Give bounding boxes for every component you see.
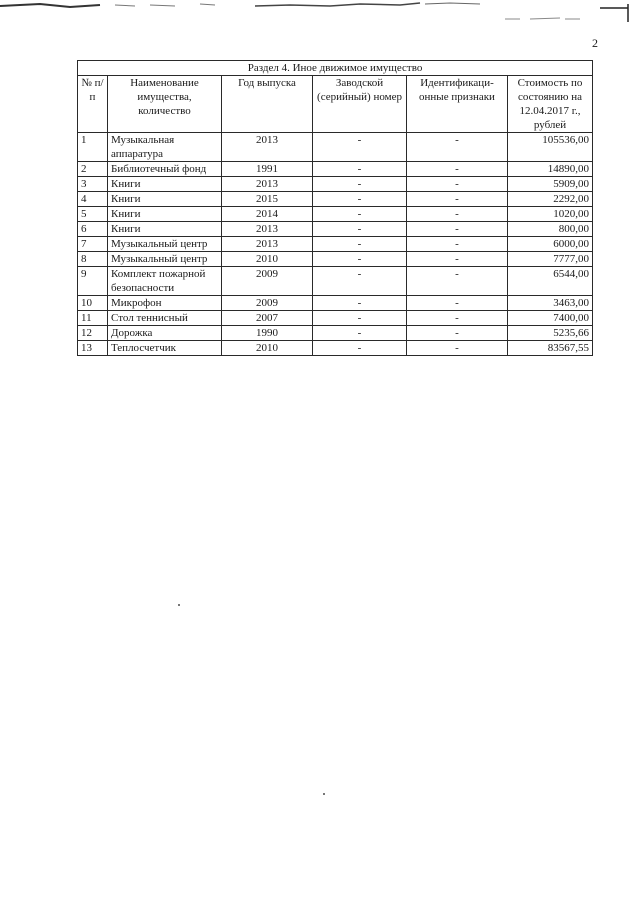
row-year: 2009 [222, 267, 313, 296]
row-name: Книги [108, 207, 222, 222]
row-cost: 800,00 [508, 222, 593, 237]
row-cost: 6544,00 [508, 267, 593, 296]
row-num: 8 [78, 252, 108, 267]
table-row [78, 222, 593, 237]
row-num: 11 [78, 311, 108, 326]
row-name: Книги [108, 222, 222, 237]
row-serial: - [313, 237, 407, 252]
row-num: 9 [78, 267, 108, 296]
row-ident: - [407, 341, 508, 356]
row-serial: - [313, 133, 407, 162]
row-ident: - [407, 237, 508, 252]
table-row [78, 326, 593, 341]
row-num: 4 [78, 192, 108, 207]
row-serial: - [313, 207, 407, 222]
table-row [78, 207, 593, 222]
row-serial: - [313, 326, 407, 341]
row-cost: 7777,00 [508, 252, 593, 267]
header-year: Год выпуска [222, 76, 313, 133]
table-row [78, 177, 593, 192]
row-cost: 3463,00 [508, 296, 593, 311]
row-name: Музыкальный центр [108, 252, 222, 267]
table-row [78, 252, 593, 267]
header-cost: Стоимость по состоянию на 12.04.2017 г., рублей [508, 76, 593, 133]
row-year: 1990 [222, 326, 313, 341]
row-ident: - [407, 207, 508, 222]
row-year: 2013 [222, 237, 313, 252]
row-num: 2 [78, 162, 108, 177]
table-row [78, 133, 593, 162]
row-name: Книги [108, 177, 222, 192]
row-cost: 105536,00 [508, 133, 593, 162]
row-serial: - [313, 267, 407, 296]
row-year: 2009 [222, 296, 313, 311]
row-year: 2013 [222, 222, 313, 237]
row-cost: 5235,66 [508, 326, 593, 341]
table-row [78, 192, 593, 207]
row-cost: 6000,00 [508, 237, 593, 252]
row-name: Дорожка [108, 326, 222, 341]
row-cost: 14890,00 [508, 162, 593, 177]
row-year: 1991 [222, 162, 313, 177]
row-name: Стол теннисный [108, 311, 222, 326]
row-name: Комплект пожарной безопасности [108, 267, 222, 296]
row-num: 10 [78, 296, 108, 311]
row-ident: - [407, 133, 508, 162]
row-year: 2013 [222, 133, 313, 162]
row-ident: - [407, 311, 508, 326]
scan-edge-artifact [0, 0, 640, 24]
table-row [78, 341, 593, 356]
row-year: 2014 [222, 207, 313, 222]
row-cost: 1020,00 [508, 207, 593, 222]
row-serial: - [313, 162, 407, 177]
table-row [78, 267, 593, 296]
inventory-table [77, 60, 593, 356]
row-num: 1 [78, 133, 108, 162]
header-serial: Заводской (серийный) номер [313, 76, 407, 133]
table-row [78, 296, 593, 311]
row-year: 2010 [222, 252, 313, 267]
row-cost: 2292,00 [508, 192, 593, 207]
table-row [78, 162, 593, 177]
scan-speck [178, 604, 180, 606]
row-ident: - [407, 326, 508, 341]
row-ident: - [407, 296, 508, 311]
row-name: Музыкальная аппаратура [108, 133, 222, 162]
row-name: Теплосчетчик [108, 341, 222, 356]
row-serial: - [313, 192, 407, 207]
row-ident: - [407, 192, 508, 207]
row-ident: - [407, 267, 508, 296]
row-num: 13 [78, 341, 108, 356]
row-year: 2010 [222, 341, 313, 356]
row-ident: - [407, 222, 508, 237]
row-name: Библиотечный фонд [108, 162, 222, 177]
row-year: 2007 [222, 311, 313, 326]
scan-speck [323, 793, 325, 795]
row-num: 7 [78, 237, 108, 252]
row-serial: - [313, 296, 407, 311]
row-ident: - [407, 162, 508, 177]
row-num: 5 [78, 207, 108, 222]
row-name: Музыкальный центр [108, 237, 222, 252]
header-ident: Идентификаци-онные признаки [407, 76, 508, 133]
row-name: Книги [108, 192, 222, 207]
row-ident: - [407, 177, 508, 192]
row-serial: - [313, 341, 407, 356]
row-year: 2015 [222, 192, 313, 207]
row-serial: - [313, 311, 407, 326]
row-cost: 83567,55 [508, 341, 593, 356]
row-year: 2013 [222, 177, 313, 192]
row-num: 12 [78, 326, 108, 341]
header-row [78, 76, 593, 133]
row-num: 6 [78, 222, 108, 237]
row-ident: - [407, 252, 508, 267]
table-row [78, 237, 593, 252]
row-serial: - [313, 252, 407, 267]
header-name: Наименование имущества, количество [108, 76, 222, 133]
header-num: № п/п [78, 76, 108, 133]
row-num: 3 [78, 177, 108, 192]
row-name: Микрофон [108, 296, 222, 311]
page-number: 2 [592, 36, 598, 50]
row-cost: 5909,00 [508, 177, 593, 192]
row-serial: - [313, 222, 407, 237]
row-serial: - [313, 177, 407, 192]
table-row [78, 311, 593, 326]
row-cost: 7400,00 [508, 311, 593, 326]
section-title: Раздел 4. Иное движимое имущество [78, 61, 593, 76]
